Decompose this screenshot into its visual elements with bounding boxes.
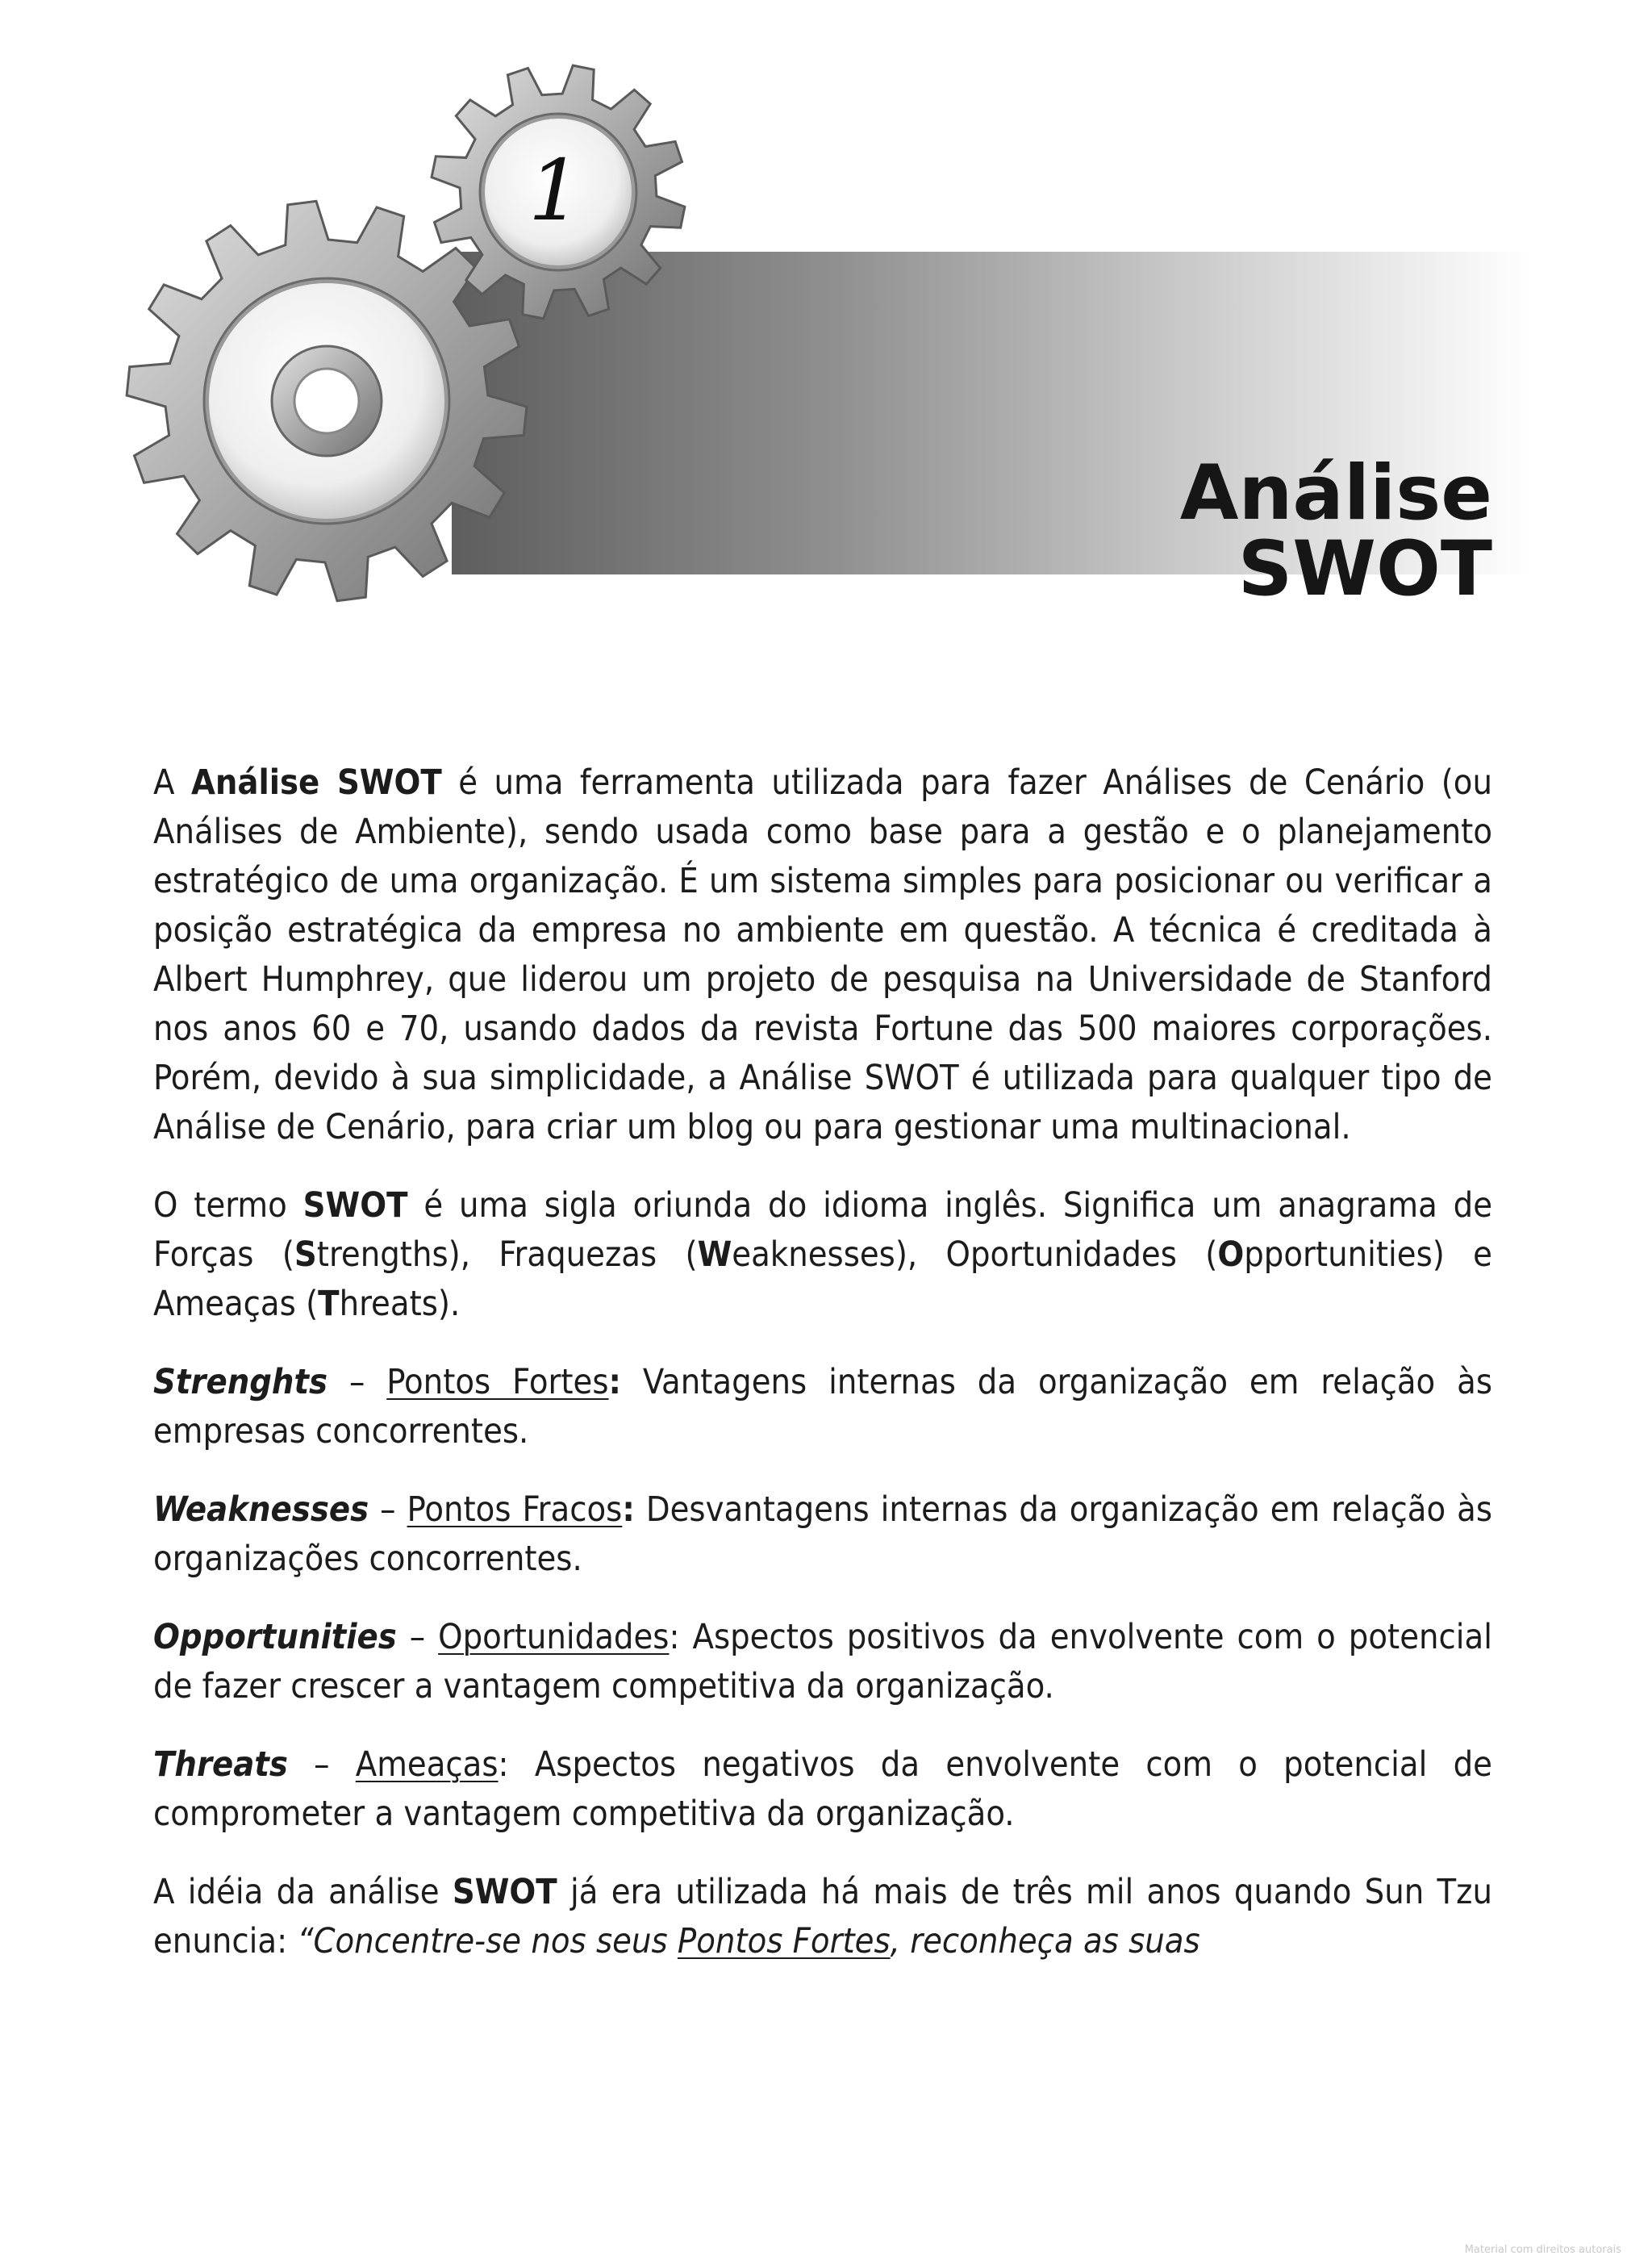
definition-strengths: Strenghts – Pontos Fortes: Vantagens internas da organização em relação às empresas concorrentes.	[153, 1362, 1492, 1452]
definition-threats: Threats – Ameaças: Aspectos negativos da envolvente com o potencial de comprometer a vantagem competitiva da organização.	[153, 1744, 1492, 1834]
chapter-title: Análise SWOT	[1179, 449, 1492, 613]
paragraph-acronym: O termo SWOT é uma sigla oriunda do idioma inglês. Significa um anagrama de Forças (Strengths), Fraquezas (Weaknesses), Oportunidades (Opportunities) e Ameaças (Threats).	[153, 1185, 1493, 1324]
paragraph-sun-tzu: A idéia da análise SWOT já era utilizada há mais de três mil anos quando Sun Tzu enuncia: “Concentre-se nos seus Pontos Fortes, reconheça as suas	[153, 1872, 1493, 1961]
copyright-watermark: Material com direitos autorais	[1464, 2244, 1621, 2256]
definition-weaknesses: Weaknesses – Pontos Fracos: Desvantagens internas da organização em relação às organizações concorrentes.	[153, 1489, 1492, 1579]
definition-opportunities: Opportunities – Oportunidades: Aspectos positivos da envolvente com o potencial de fazer crescer a vantagem competitiva da organização.	[153, 1617, 1492, 1706]
chapter-number: 1	[528, 141, 582, 240]
body-text	[153, 758, 1492, 1995]
paragraph-intro: A Análise SWOT é uma ferramenta utilizada para fazer Análises de Cenário (ou Análises de Ambiente), sendo usada como base para a gestão e o planejamento estratégico de uma organização. É um sistema simples para posicionar ou verificar a posição estratégica da empresa no ambiente em questão. A técnica é creditada à Albert Humphrey, que liderou um projeto de pesquisa na Universidade de Stanford nos anos 60 e 70, usando dados da revista Fortune das 500 maiores corporações. Porém, devido à sua simplicidade, a Análise SWOT é utilizada para qualquer tipo de Análise de Cenário, para criar um blog ou para gestionar uma multinacional.	[153, 762, 1492, 1147]
